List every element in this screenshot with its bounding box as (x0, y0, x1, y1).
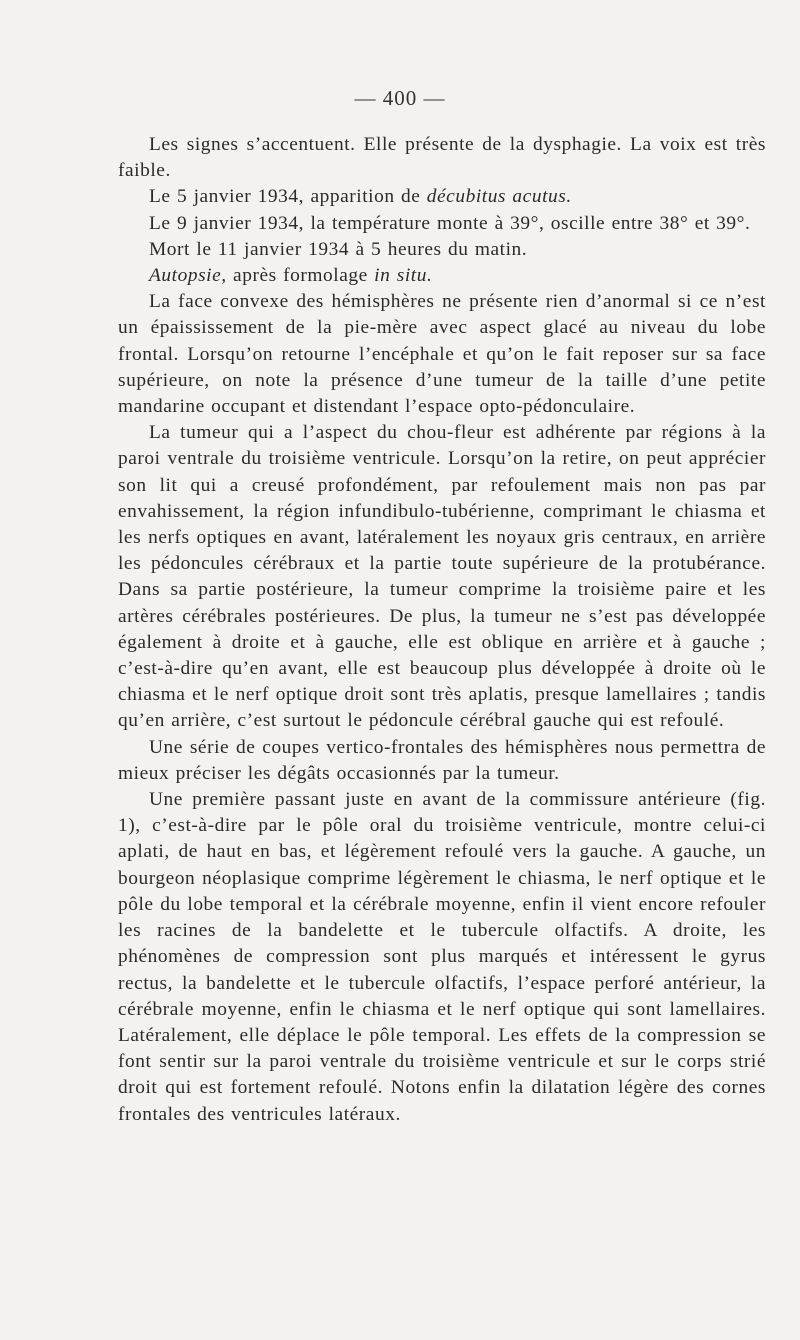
paragraph-temperature: Le 9 janvier 1934, la température monte à 39°, oscille entre 38° et 39°. (149, 212, 751, 234)
paragraph-convex-face: La face convexe des hémisphères ne présente rien d’anormal si ce n’est un épaississement de la pie-mère avec aspect glacé au niveau du lobe frontal. Lorsqu’on retourne l’encéphale et qu’on le fait reposer sur sa face supérieure, on note la présence d’une tumeur de la taille d’une petite mandarine occupant et distendant l’espace opto-pédonculaire. (118, 291, 766, 418)
paragraph-first-section: Une première passant juste en avant de la commissure antérieure (fig. 1), c’est-à-dire par le pôle oral du troisième ventricule, montre celui-ci aplati, de haut en bas, et légèrement refoulé vers la gauche. A gauche, un bourgeon néoplasique comprime légèrement le chiasma, le nerf optique et le pôle du lobe temporal et la cérébrale moyenne, enfin il vient encore refouler les racines de la bandelette et le tubercule olfactifs. A droite, les phénomènes de compression sont plus marqués et intéressent le gyrus rectus, la bandelette et le tubercule olfactifs, l’espace perforé antérieur, la cérébrale moyenne, enfin le chiasma et le nerf optique qui sont lamellaires. Latéralement, elle déplace le pôle temporal. Les effets de la compression se font sentir sur la paroi ventrale du troisième ventricule et sur le corps strié droit qui est fortement refoulé. Notons enfin la dilatation légère des cornes frontales des ventricules latéraux. (118, 789, 766, 1125)
paragraph-autopsy (118, 263, 766, 289)
paragraph-death: Mort le 11 janvier 1934 à 5 heures du matin. (149, 238, 528, 260)
paragraph-tumour-description: La tumeur qui a l’aspect du chou-fleur est adhérente par régions à la paroi ventrale du troisième ventricule. Lorsqu’on la retire, on peut apprécier son lit qui a creusé profondément, par refoulement mais non pas par envahissement, la région infundibulo-tubérienne, comprimant le chiasma et les nerfs optiques en avant, latéralement les noyaux gris centraux, en arrière les pédoncules cérébraux et la partie toute supérieure de la protubérance. Dans sa partie postérieure, la tumeur comprime la troisième paire et les artères cérébrales postérieures. De plus, la tumeur ne s’est pas développée également à droite et à gauche, elle est oblique en arrière et à gauche ; c’est-à-dire qu’en avant, elle est beaucoup plus développée à droite où le chiasma et le nerf optique droit sont très aplatis, presque lamellaires ; tandis qu’en arrière, c’est surtout le pédoncule cérébral gauche qui est refoulé. (118, 422, 766, 732)
paragraph-decubitus (118, 184, 766, 210)
paragraph-decubitus-text: Le 5 janvier 1934, apparition de (149, 186, 427, 208)
paragraph-symptoms: Les signes s’accentuent. Elle présente de la dysphagie. La voix est très faible. (118, 134, 766, 182)
autopsy-term: Autopsie, (149, 265, 227, 287)
paragraph-sections-intro: Une série de coupes vertico-frontales des hémisphères nous permettra de mieux préciser les dégâts occasionnés par la tumeur. (118, 736, 766, 784)
autopsy-text: après formolage (226, 265, 375, 287)
body-text (118, 132, 766, 1128)
in-situ-term: in situ. (374, 265, 433, 287)
page-number: — 400 — (354, 86, 446, 110)
decubitus-term: décubitus acutus. (426, 186, 572, 208)
